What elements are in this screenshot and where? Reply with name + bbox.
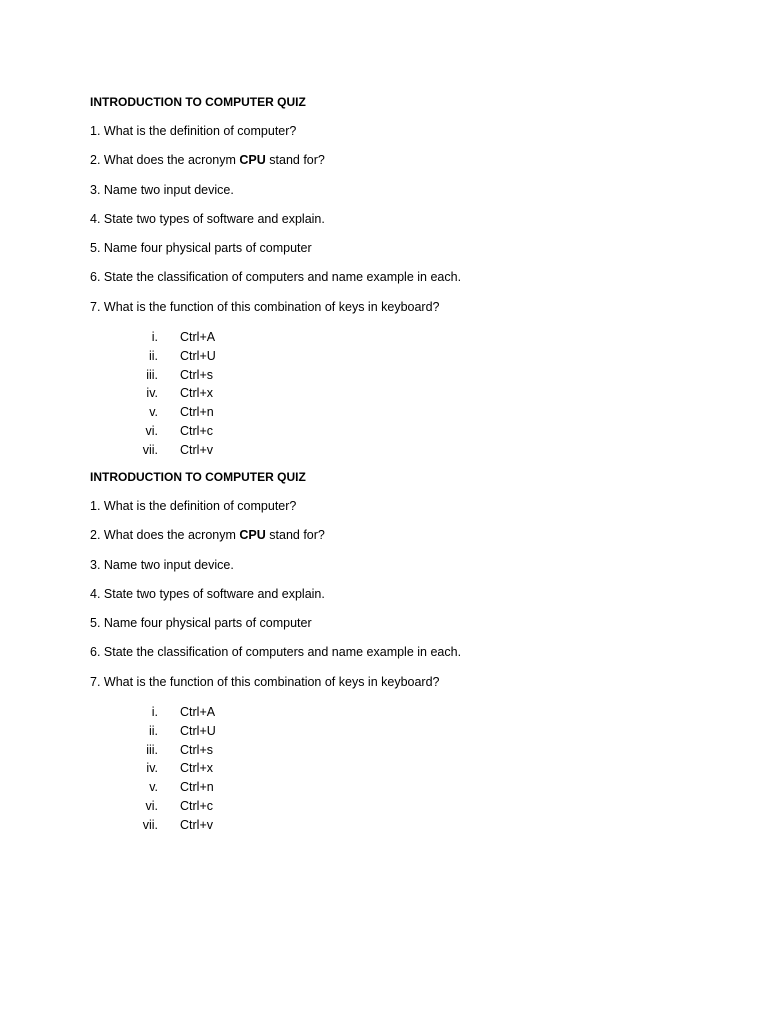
question-3: 3. Name two input device.: [90, 182, 234, 197]
question-2: [90, 527, 710, 543]
list-item: [90, 722, 710, 741]
question-4: 4. State two types of software and explain.: [90, 586, 325, 601]
list-item: [90, 816, 710, 835]
question-2-text: 2. What does the acronym: [90, 528, 240, 543]
quiz-section: [90, 94, 710, 460]
list-item: [90, 366, 710, 385]
list-item: [90, 759, 710, 778]
list-item-number: ii.: [148, 348, 158, 363]
list-item-number: vii.: [142, 817, 158, 832]
question-2-text-end: stand for?: [265, 153, 325, 168]
list-item-text: Ctrl+A: [180, 330, 216, 345]
list-item-number: vi.: [145, 799, 158, 814]
list-item-number: vi.: [145, 424, 158, 439]
quiz-section: [90, 469, 710, 835]
question-4: 4. State two types of software and explain.: [90, 211, 325, 226]
question-5: 5. Name four physical parts of computer: [90, 616, 312, 631]
list-item-text: Ctrl+v: [180, 817, 213, 832]
list-item-number: vii.: [142, 442, 158, 457]
list-item-number: iv.: [146, 386, 158, 401]
question-7: 7. What is the function of this combination of keys in keyboard?: [90, 674, 440, 689]
list-item-text: Ctrl+n: [180, 780, 214, 795]
list-item: [90, 347, 710, 366]
list-item-number: ii.: [148, 723, 158, 738]
question-2-acronym: CPU: [239, 153, 266, 168]
question-1: 1. What is the definition of computer?: [90, 499, 297, 513]
list-item-number: iii.: [146, 367, 158, 382]
question-2-text-end: stand for?: [265, 528, 325, 543]
question-5: 5. Name four physical parts of computer: [90, 241, 312, 256]
question-2-text: 2. What does the acronym: [90, 153, 240, 168]
quiz-title: INTRODUCTION TO COMPUTER QUIZ: [90, 470, 306, 484]
shortcut-list: [90, 703, 710, 835]
list-item-text: Ctrl+x: [180, 761, 213, 776]
list-item: [90, 384, 710, 403]
list-item-text: Ctrl+c: [180, 799, 213, 814]
list-item: [90, 703, 710, 722]
question-7: 7. What is the function of this combination of keys in keyboard?: [90, 299, 440, 314]
list-item: [90, 797, 710, 816]
question-3: 3. Name two input device.: [90, 557, 234, 572]
question-2: [90, 152, 710, 168]
list-item-text: Ctrl+U: [180, 723, 216, 738]
question-1: 1. What is the definition of computer?: [90, 124, 297, 138]
list-item: [90, 778, 710, 797]
list-item: [90, 403, 710, 422]
list-item-text: Ctrl+n: [180, 405, 214, 420]
list-item-number: i.: [151, 330, 158, 345]
list-item: [90, 741, 710, 760]
list-item-number: i.: [151, 705, 158, 720]
list-item-text: Ctrl+s: [180, 367, 213, 382]
list-item-text: Ctrl+c: [180, 424, 213, 439]
list-item-number: iv.: [146, 761, 158, 776]
list-item-text: Ctrl+A: [180, 705, 216, 720]
shortcut-list: [90, 328, 710, 460]
list-item-text: Ctrl+s: [180, 742, 213, 757]
list-item-text: Ctrl+U: [180, 348, 216, 363]
question-2-acronym: CPU: [239, 528, 266, 543]
list-item: [90, 328, 710, 347]
quiz-title: INTRODUCTION TO COMPUTER QUIZ: [90, 95, 306, 109]
list-item: [90, 422, 710, 441]
list-item: [90, 441, 710, 460]
question-6: 6. State the classification of computers and name example in each.: [90, 270, 462, 285]
question-6: 6. State the classification of computers and name example in each.: [90, 645, 462, 660]
list-item-number: v.: [149, 780, 158, 795]
list-item-number: v.: [149, 405, 158, 420]
list-item-text: Ctrl+x: [180, 386, 213, 401]
list-item-number: iii.: [146, 742, 158, 757]
list-item-text: Ctrl+v: [180, 442, 213, 457]
